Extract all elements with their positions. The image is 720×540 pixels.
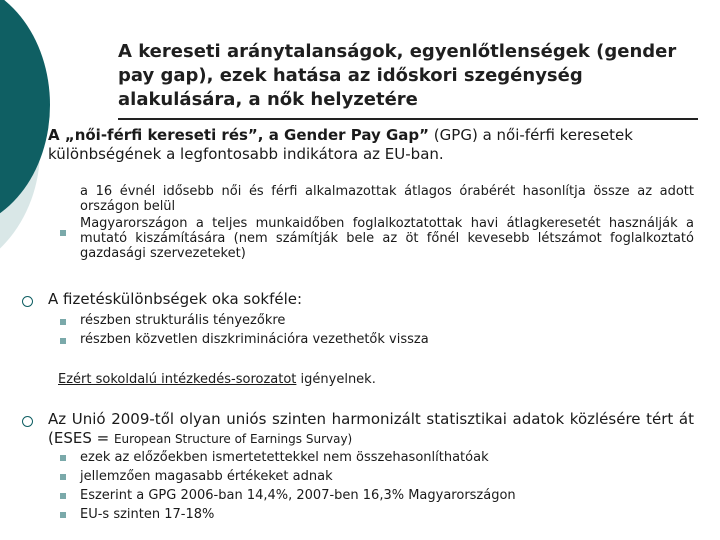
note-underlined: Ezért sokoldalú intézkedés-sorozatot [58, 372, 297, 387]
union-eses: European Structure of Earnings Survay) [113, 432, 353, 446]
note-rest: igényelnek. [296, 372, 376, 387]
gpg-definition-rest: (GPG) a női-férfi keresetek különbségének a legfontosabb indikátora az EU-ban. [48, 126, 633, 163]
note-line [58, 372, 376, 388]
union-text: Az Unió 2009-től olyan uniós szinten harmonizált statisztikai adatok közlésére tért át (ESES = [48, 410, 694, 447]
slide-title: A kereseti aránytalanságok, egyenlőtlenségek (gender pay gap), ezek hatása az időskori szegénység alakulására, a nők helyzetére [118, 41, 677, 110]
circle-bullet-icon [22, 416, 33, 427]
causes-item-2: részben közvetlen diszkriminációra vezethetők vissza [80, 332, 429, 347]
square-bullet-icon [60, 512, 66, 518]
square-bullet-icon [60, 230, 66, 236]
union-item-3: Eszerint a GPG 2006-ban 14,4%, 2007-ben 16,3% Magyarországon [80, 488, 516, 503]
union-item-1: ezek az előzőekben ismertetettekkel nem összehasonlíthatóak [80, 450, 489, 465]
square-bullet-icon [60, 474, 66, 480]
gpg-item-1: a 16 évnél idősebb női és férfi alkalmazottak átlagos órabérét hasonlítja össze az adott országon belül [80, 184, 694, 214]
circle-bullet-icon [22, 296, 33, 307]
gpg-definition-bold: A „női-férfi kereseti rés”, a Gender Pay Gap” [48, 126, 430, 144]
square-bullet-icon [60, 493, 66, 499]
square-bullet-icon [60, 319, 66, 325]
title-underline [118, 118, 698, 120]
union-item-2: jellemzően magasabb értékeket adnak [80, 469, 333, 484]
causes-item-1: részben strukturális tényezőkre [80, 313, 286, 328]
causes-heading: A fizetéskülönbségek oka sokféle: [48, 290, 303, 308]
union-paragraph [48, 410, 694, 449]
square-bullet-icon [60, 455, 66, 461]
gpg-item-2: Magyarországon a teljes munkaidőben foglalkoztatottak havi átlagkeresetét használják a mutató kiszámítására (nem számítják bele az öt főnél kevesebb létszámot foglalkoztató gazdasági szervezeteket) [80, 216, 694, 261]
union-item-4: EU-s szinten 17-18% [80, 507, 215, 522]
gpg-paragraph [48, 126, 688, 164]
square-bullet-icon [60, 338, 66, 344]
